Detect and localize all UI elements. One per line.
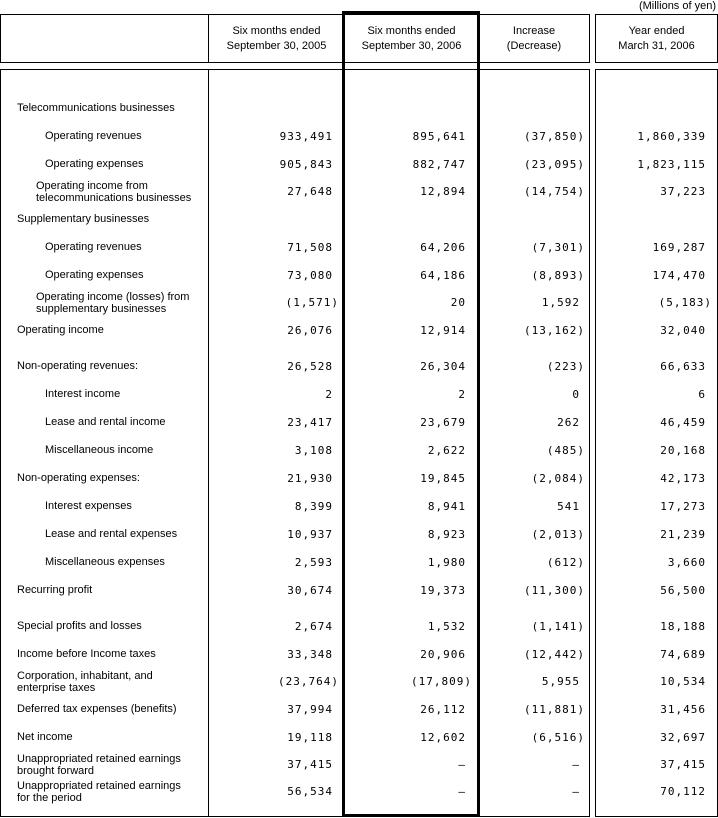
cell-increase: (11,300) <box>524 583 585 597</box>
cell-2006: 20,906 <box>420 647 466 661</box>
cell-2005: 27,648 <box>287 185 333 198</box>
table-row <box>0 640 718 668</box>
cell-2006: 26,112 <box>420 702 466 716</box>
row-label-line: Unappropriated retained earnings <box>17 752 181 765</box>
cell-2006: 2,622 <box>427 443 466 457</box>
cell-increase: (12,442) <box>524 647 585 661</box>
cell-year: 37,415 <box>660 758 706 771</box>
row-label <box>0 360 208 372</box>
row-label-line: Unappropriated retained earnings <box>17 779 181 792</box>
table-row <box>0 316 718 344</box>
row-label-line: Operating income from <box>36 179 148 192</box>
table-row <box>0 205 718 233</box>
table-row <box>0 612 718 640</box>
cell-2006: 12,602 <box>420 730 466 744</box>
row-label <box>0 102 208 114</box>
cell-increase: (14,754) <box>524 185 585 198</box>
row-label <box>0 703 208 715</box>
table-row <box>0 751 718 778</box>
cell-2006: 12,914 <box>420 323 466 337</box>
row-label-line: Special profits and losses <box>17 620 142 632</box>
table-row <box>0 492 718 520</box>
col-header-line: September 30, 2006 <box>361 39 462 52</box>
cell-year: 18,188 <box>660 619 706 633</box>
cell-year: 6 <box>698 387 706 401</box>
row-label-line: Lease and rental expenses <box>45 528 178 540</box>
cell-year: 10,534 <box>660 675 706 688</box>
row-label-line: Supplementary businesses <box>17 213 150 225</box>
col-header-2006 <box>345 14 478 63</box>
cell-year: 17,273 <box>660 499 706 513</box>
cell-2006: 20 <box>450 296 466 309</box>
cell-2005: 2,674 <box>294 619 333 633</box>
col-header-line: Six months ended <box>367 24 456 37</box>
row-label-line: telecommunications businesses <box>36 191 192 204</box>
cell-2005: (23,764) <box>278 675 339 688</box>
cell-year: 21,239 <box>660 527 706 541</box>
row-label-line: Net income <box>17 731 73 743</box>
cell-year: 42,173 <box>660 471 706 485</box>
row-label-line: Deferred tax expenses (benefits) <box>17 703 177 715</box>
row-label <box>0 416 208 428</box>
cell-year: 174,470 <box>652 268 706 282</box>
col-header-empty <box>0 14 208 63</box>
table-row <box>0 520 718 548</box>
cell-2006: – <box>458 785 466 798</box>
col-header-increase <box>478 14 590 63</box>
cell-2006: 1,980 <box>427 555 466 569</box>
cell-2006: 26,304 <box>420 359 466 373</box>
col-header-year <box>595 14 718 63</box>
cell-2005: 37,415 <box>287 758 333 771</box>
cell-year: 31,456 <box>660 702 706 716</box>
cell-2006: 2 <box>458 387 466 401</box>
cell-2005: 10,937 <box>287 527 333 541</box>
row-label <box>0 241 208 253</box>
row-label <box>0 500 208 512</box>
row-label-line: Operating income (losses) from <box>36 290 190 303</box>
cell-increase: 262 <box>557 415 580 429</box>
cell-2005: 933,491 <box>279 129 333 143</box>
cell-year: 32,697 <box>660 730 706 744</box>
row-label <box>0 670 208 694</box>
row-label <box>0 158 208 170</box>
table-body-rows <box>0 69 718 817</box>
cell-increase: (13,162) <box>524 323 585 337</box>
cell-increase: – <box>572 785 580 798</box>
cell-2006: – <box>458 758 466 771</box>
cell-year: 3,660 <box>667 555 706 569</box>
cell-year: (5,183) <box>658 296 712 309</box>
table-row <box>0 122 718 150</box>
cell-year: 32,040 <box>660 323 706 337</box>
table-header-row <box>0 14 718 63</box>
table-row <box>0 778 718 805</box>
cell-increase: (1,141) <box>531 619 585 633</box>
row-label-line: Income before Income taxes <box>17 648 156 660</box>
cell-2006: 64,186 <box>420 268 466 282</box>
table-row <box>0 668 718 695</box>
cell-2006: 8,923 <box>427 527 466 541</box>
table-row <box>0 695 718 723</box>
cell-year: 1,823,115 <box>637 157 706 171</box>
cell-2005: 33,348 <box>287 647 333 661</box>
table-row <box>0 94 718 122</box>
cell-year: 169,287 <box>652 240 706 254</box>
cell-increase: (8,893) <box>531 268 585 282</box>
cell-2006: 23,679 <box>420 415 466 429</box>
row-label <box>0 472 208 484</box>
row-label <box>0 130 208 142</box>
cell-2005: 2 <box>325 387 333 401</box>
cell-increase: (37,850) <box>524 129 585 143</box>
row-label-line: Recurring profit <box>17 584 93 596</box>
row-label <box>0 528 208 540</box>
cell-increase: 0 <box>572 387 580 401</box>
row-label-line: supplementary businesses <box>36 302 167 315</box>
cell-2005: (1,571) <box>285 296 339 309</box>
row-label <box>0 731 208 743</box>
table-row <box>0 178 718 205</box>
row-label-line: for the period <box>17 791 82 804</box>
row-label <box>0 584 208 596</box>
cell-2005: 2,593 <box>294 555 333 569</box>
cell-2005: 56,534 <box>287 785 333 798</box>
row-label <box>0 291 208 315</box>
row-label <box>0 269 208 281</box>
cell-year: 20,168 <box>660 443 706 457</box>
cell-2005: 8,399 <box>294 499 333 513</box>
row-label <box>0 444 208 456</box>
cell-2006: 64,206 <box>420 240 466 254</box>
cell-2005: 71,508 <box>287 240 333 254</box>
row-label-line: Corporation, inhabitant, and <box>17 669 153 682</box>
unit-note: (Millions of yen) <box>638 0 716 12</box>
col-header-line: Six months ended <box>232 24 321 37</box>
table-row <box>0 548 718 576</box>
cell-2006: (17,809) <box>411 675 472 688</box>
row-label-line: Interest income <box>45 388 121 400</box>
cell-2006: 882,747 <box>412 157 466 171</box>
cell-increase: (485) <box>546 443 585 457</box>
cell-2005: 73,080 <box>287 268 333 282</box>
row-label-line: Operating expenses <box>45 269 144 281</box>
cell-year: 1,860,339 <box>637 129 706 143</box>
row-label-line: Operating income <box>17 324 104 336</box>
row-label-line: Interest expenses <box>45 500 132 512</box>
row-label <box>0 648 208 660</box>
cell-increase: (7,301) <box>531 240 585 254</box>
cell-increase: (2,013) <box>531 527 585 541</box>
table-row <box>0 352 718 380</box>
row-label-line: Miscellaneous expenses <box>45 556 165 568</box>
row-label-line: Telecommunications businesses <box>17 102 175 114</box>
row-label-line: Non-operating expenses: <box>17 472 140 484</box>
cell-year: 66,633 <box>660 359 706 373</box>
cell-2005: 26,076 <box>287 323 333 337</box>
cell-year: 74,689 <box>660 647 706 661</box>
table-row <box>0 723 718 751</box>
cell-increase: (223) <box>546 359 585 373</box>
col-header-line: September 30, 2005 <box>226 39 327 52</box>
row-label <box>0 388 208 400</box>
row-label-line: Operating revenues <box>45 130 142 142</box>
cell-2006: 12,894 <box>420 185 466 198</box>
cell-2006: 8,941 <box>427 499 466 513</box>
col-header-line: Increase <box>512 24 556 37</box>
table-row <box>0 436 718 464</box>
cell-increase: (2,084) <box>531 471 585 485</box>
cell-2005: 21,930 <box>287 471 333 485</box>
col-header-line: Year ended <box>628 24 685 37</box>
row-label-line: Operating revenues <box>45 241 142 253</box>
cell-increase: – <box>572 758 580 771</box>
row-label-line: Non-operating revenues: <box>17 360 139 372</box>
cell-year: 37,223 <box>660 185 706 198</box>
row-label <box>0 753 208 777</box>
cell-2005: 3,108 <box>294 443 333 457</box>
cell-2005: 905,843 <box>279 157 333 171</box>
table-row <box>0 233 718 261</box>
col-header-2005 <box>208 14 345 63</box>
cell-2005: 37,994 <box>287 702 333 716</box>
cell-increase: 1,592 <box>541 296 580 309</box>
cell-year: 46,459 <box>660 415 706 429</box>
cell-increase: (11,881) <box>524 702 585 716</box>
cell-increase: (6,516) <box>531 730 585 744</box>
row-label-line: Lease and rental income <box>45 416 166 428</box>
table-row <box>0 464 718 492</box>
row-label <box>0 324 208 336</box>
row-label-line: brought forward <box>17 764 95 777</box>
cell-2006: 1,532 <box>427 619 466 633</box>
table-row <box>0 380 718 408</box>
cell-year: 56,500 <box>660 583 706 597</box>
cell-2006: 19,845 <box>420 471 466 485</box>
cell-increase: 5,955 <box>541 675 580 688</box>
cell-year: 70,112 <box>660 785 706 798</box>
cell-increase: (612) <box>546 555 585 569</box>
cell-2006: 895,641 <box>412 129 466 143</box>
row-label <box>0 556 208 568</box>
table-row <box>0 261 718 289</box>
col-header-line: (Decrease) <box>506 39 562 52</box>
cell-increase: 541 <box>557 499 580 513</box>
row-label-line: Miscellaneous income <box>45 444 154 456</box>
row-label <box>0 180 208 204</box>
row-label-line: Operating expenses <box>45 158 144 170</box>
col-header-line: March 31, 2006 <box>618 39 695 52</box>
cell-2006: 19,373 <box>420 583 466 597</box>
cell-2005: 30,674 <box>287 583 333 597</box>
cell-2005: 19,118 <box>287 730 333 744</box>
table-row <box>0 150 718 178</box>
cell-2005: 26,528 <box>287 359 333 373</box>
table-row <box>0 576 718 604</box>
cell-increase: (23,095) <box>524 157 585 171</box>
table-row <box>0 289 718 316</box>
row-label <box>0 213 208 225</box>
row-label <box>0 620 208 632</box>
row-label <box>0 780 208 804</box>
cell-2005: 23,417 <box>287 415 333 429</box>
row-label-line: enterprise taxes <box>17 681 96 694</box>
table-row <box>0 408 718 436</box>
